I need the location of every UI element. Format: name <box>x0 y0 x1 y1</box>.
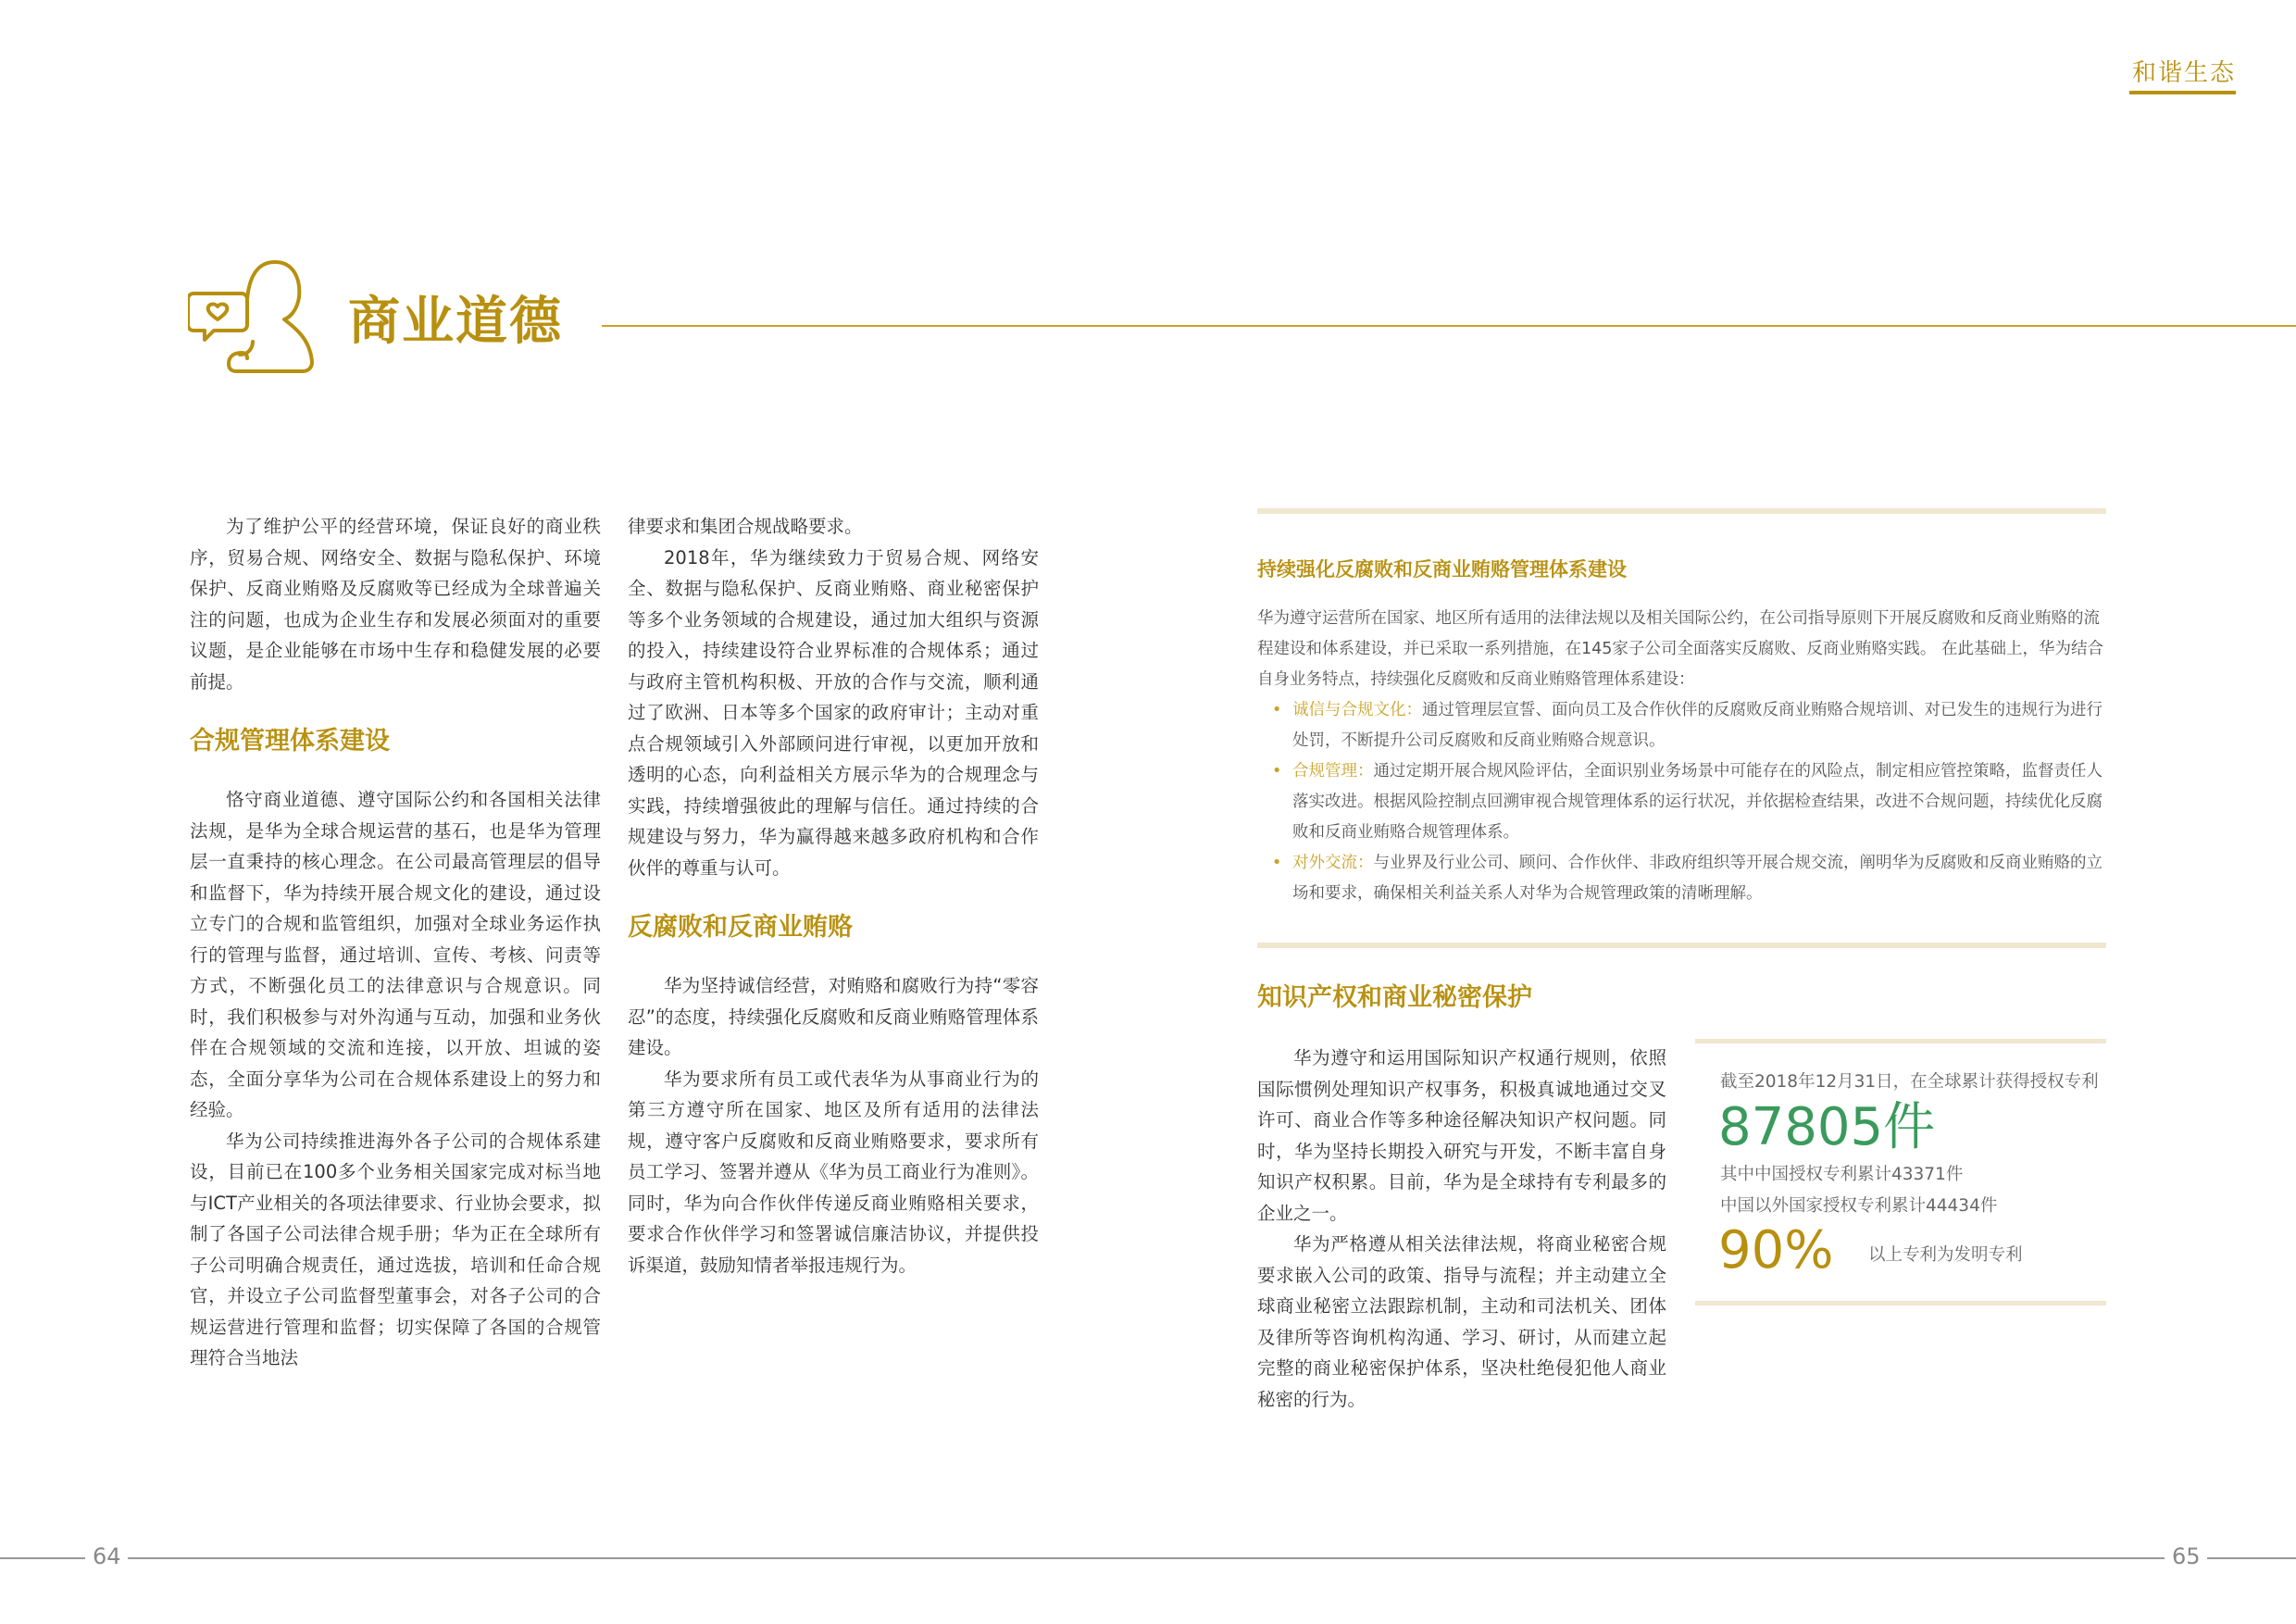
stats-bottom-rule <box>1695 1301 2106 1305</box>
list-item-label: 合规管理： <box>1292 762 1374 781</box>
footer-rule-left-stub <box>0 1557 85 1559</box>
chat-heart-person-icon <box>188 245 327 375</box>
list-item <box>1257 756 2106 848</box>
bullet-icon: • <box>1272 762 1282 781</box>
stats-overseas: 中国以外国家授权专利累计44434件 <box>1720 1196 1998 1216</box>
ip-paragraph-2: 华为严格遵从相关法律法规，将商业秘密合规要求嵌入公司的政策、指导与流程；并主动建立全球商业秘密立法跟踪机制，主动和司法机关、团体及律所等咨询机构沟通、学习、研讨，从而建立起完整的商业秘密保护体系，坚决杜绝侵犯他人商业秘密的行为。 <box>1257 1233 1666 1410</box>
box-body <box>1257 604 2106 909</box>
compliance-paragraph-2: 华为公司持续推进海外各子公司的合规体系建设，目前已在100多个业务相关国家完成对标当地与ICT产业相关的各项法律要求、行业协会要求，拟制了各国子公司法律合规手册；华为正在全球所有子公司明确合规责任，通过选拔，培训和任命合规官，并设立子公司监督型董事会，对各子公司的合规运营进行管理和监督；切实保障了各国的合规管理符合当地法 <box>190 1130 601 1368</box>
footer-rule <box>128 1557 2165 1559</box>
intro-paragraph: 为了维护公平的经营环境，保证良好的商业秩序，贸易合规、网络安全、数据与隐私保护、环境保护、反商业贿赂及反腐败等已经成为全球普遍关注的问题，也成为企业生存和发展必须面对的重要议题，是企业能够在市场中生存和稳健发展的必要前提。 <box>190 516 601 693</box>
stats-caption: 截至2018年12月31日，在全球累计获得授权专利 <box>1720 1072 2099 1092</box>
title-divider <box>602 325 2296 327</box>
compliance-paragraph-1: 恪守商业道德、遵守国际公约和各国相关法律法规，是华为全球合规运营的基石，也是华为管理层一直秉持的核心理念。在公司最高管理层的倡导和监督下，华为持续开展合规文化的建设，通过设立专门的合规和监管组织，加强对全球业务运作执行的管理与监督，通过培训、宣传、考核、问责等方式，不断强化员工的法律意识与合规意识。同时，我们积极参与对外沟通与互动，加强和业务伙伴在合规领域的交流和连接，以开放、坦诚的姿态，全面分享华为公司在合规体系建设上的努力和经验。 <box>190 789 601 1120</box>
list-item-text: 与业界及行业公司、顾问、合作伙伴、非政府组织等开展合规交流，阐明华为反腐败和反商业贿赂的立场和要求，确保相关利益关系人对华为合规管理政策的清晰理解。 <box>1292 854 2103 903</box>
middle-column <box>628 511 1039 1280</box>
list-item-text: 通过定期开展合规风险评估，全面识别业务场景中可能存在的风险点，制定相应管控策略，监督责任人落实改进。根据风险控制点回溯审视合规管理体系的运行状况，并依据检查结果，改进不合规问题，持续优化反腐败和反商业贿赂合规管理体系。 <box>1292 762 2103 842</box>
invention-percent-text: 以上专利为发明专利 <box>1868 1245 2023 1265</box>
ip-paragraph-1: 华为遵守和运用国际知识产权通行规则，依照国际惯例处理知识产权事务，积极真诚地通过交叉许可、商业合作等多种途径解决知识产权问题。同时，华为坚持长期投入研究与开发，不断丰富自身知识产权积累。目前，华为是全球持有专利最多的企业之一。 <box>1257 1047 1666 1224</box>
box-top-rule <box>1257 508 2106 514</box>
list-item-label: 对外交流： <box>1292 854 1374 872</box>
bullet-icon: • <box>1272 854 1282 872</box>
page-number-left: 64 <box>93 1543 121 1569</box>
page-title: 商业道德 <box>348 292 563 352</box>
stats-china: 其中中国授权专利累计43371件 <box>1720 1165 1964 1184</box>
anticorruption-paragraph-1: 华为坚持诚信经营，对贿赂和腐败行为持“零容忍”的态度，持续强化反腐败和反商业贿赂管理体系建设。 <box>628 975 1039 1058</box>
left-column <box>190 511 601 1374</box>
footer-rule-right-stub <box>2207 1557 2296 1559</box>
box-list <box>1257 695 2106 909</box>
heading-compliance: 合规管理体系建设 <box>190 727 390 756</box>
ip-section <box>1257 981 1666 1415</box>
compliance-paragraph-cont: 律要求和集团合规战略要求。 <box>628 516 863 537</box>
paragraph-2018: 2018年，华为继续致力于贸易合规、网络安全、数据与隐私保护、反商业贿赂、商业秘密保护等多个业务领域的合规建设，通过加大组织与资源的投入，持续建设符合业界标准的合规体系；通过与政府主管机构积极、开放的合作与交流，顺利通过了欧洲、日本等多个国家的政府审计；主动对重点合规领域引入外部顾问进行审视，以更加开放和透明的心态，向利益相关方展示华为的合规理念与实践，持续增强彼此的理解与信任。通过持续的合规建设与努力，华为赢得越来越多政府机构和合作伙伴的尊重与认可。 <box>628 546 1039 879</box>
heading-ip: 知识产权和商业秘密保护 <box>1257 983 1532 1012</box>
stats-top-rule <box>1695 1039 2106 1043</box>
list-item <box>1257 695 2106 756</box>
bullet-icon: • <box>1272 701 1282 719</box>
box-bottom-rule <box>1257 943 2106 948</box>
section-tag: 和谐生态 <box>2131 59 2236 87</box>
anticorruption-paragraph-2: 华为要求所有员工或代表华为从事商业行为的第三方遵守所在国家、地区及所有适用的法律法规，遵守客户反腐败和反商业贿赂要求，要求所有员工学习、签署并遵从《华为员工商业行为准则》。同时，华为向合作伙伴传递反商业贿赂相关要求，要求合作伙伴学习和签署诚信廉洁协议，并提供投诉渠道，鼓励知情者举报违规行为。 <box>628 1068 1039 1276</box>
list-item-text: 通过管理层宣誓、面向员工及合作伙伴的反腐败反商业贿赂合规培训、对已发生的违规行为进行处罚，不断提升公司反腐败和反商业贿赂合规意识。 <box>1292 701 2103 750</box>
box-title: 持续强化反腐败和反商业贿赂管理体系建设 <box>1257 558 1627 581</box>
invention-percent: 90% <box>1718 1220 1834 1280</box>
box-intro: 华为遵守运营所在国家、地区所有适用的法律法规以及相关国际公约，在公司指导原则下开展反腐败和反商业贿赂的流程建设和体系建设，并已采取一系列措施，在145家子公司全面落实反腐败、反商业贿赂实践。 在此基础上，华为结合自身业务特点，持续强化反腐败和反商业贿赂管理体系建设： <box>1257 609 2103 689</box>
heading-anticorruption: 反腐败和反商业贿赂 <box>628 913 853 942</box>
patent-total: 87805件 <box>1718 1097 1936 1157</box>
page-number-right: 65 <box>2172 1543 2201 1569</box>
list-item-label: 诚信与合规文化： <box>1292 701 1422 719</box>
list-item <box>1257 848 2106 909</box>
section-tag-underline <box>2129 91 2236 94</box>
